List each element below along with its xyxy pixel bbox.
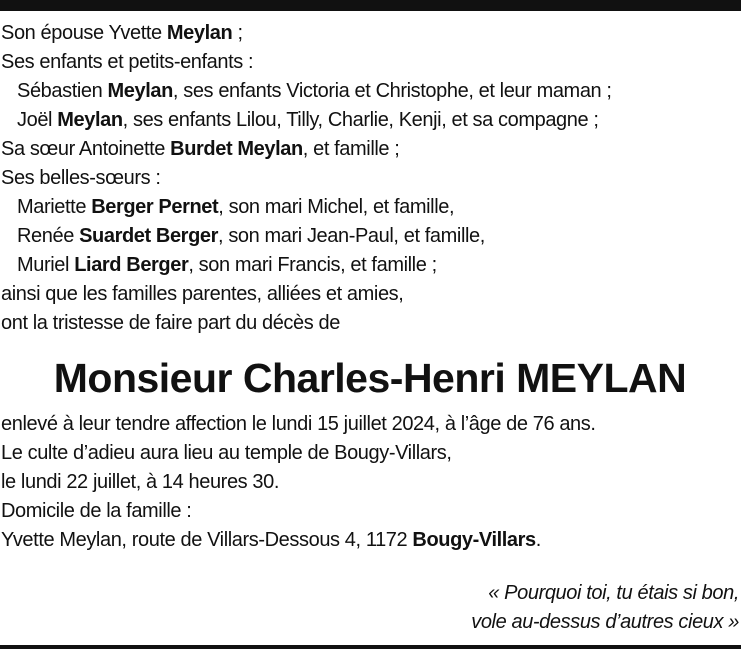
family-line-spouse: Son épouse Yvette Meylan ; <box>1 22 243 44</box>
detail-line-address: Yvette Meylan, route de Villars-Dessous 4, 1172 Bougy-Villars. <box>1 529 541 551</box>
family-line-relatives: ainsi que les familles parentes, alliées et amies, <box>1 283 404 305</box>
family-line-announcement: ont la tristesse de faire part du décès de <box>1 312 340 334</box>
family-line-renee: Renée Suardet Berger, son mari Jean-Paul, et famille, <box>17 225 485 247</box>
death-notice <box>1 19 739 555</box>
family-line-sister: Sa sœur Antoinette Burdet Meylan, et famille ; <box>1 138 400 160</box>
detail-line-death-date: enlevé à leur tendre affection le lundi 15 juillet 2024, à l’âge de 76 ans. <box>1 413 596 435</box>
detail-line-service-place: Le culte d’adieu aura lieu au temple de Bougy-Villars, <box>1 442 452 464</box>
quote-line-1: « Pourquoi toi, tu étais si bon, <box>488 582 739 604</box>
detail-line-domicile-heading: Domicile de la famille : <box>1 500 192 522</box>
family-line-muriel: Muriel Liard Berger, son mari Francis, et famille ; <box>17 254 437 276</box>
family-line-children-heading: Ses enfants et petits-enfants : <box>1 51 254 73</box>
family-line-son-joel: Joël Meylan, ses enfants Lilou, Tilly, Charlie, Kenji, et sa compagne ; <box>17 109 599 131</box>
deceased-name: Monsieur Charles-Henri MEYLAN <box>53 355 687 401</box>
bottom-rule <box>0 645 741 649</box>
quote-line-2: vole au-dessus d’autres cieux » <box>471 611 739 633</box>
family-line-son-sebastien: Sébastien Meylan, ses enfants Victoria et Christophe, et leur maman ; <box>17 80 612 102</box>
family-line-sisters-in-law-heading: Ses belles-sœurs : <box>1 167 161 189</box>
epitaph-quote <box>471 579 739 637</box>
family-line-mariette: Mariette Berger Pernet, son mari Michel, et famille, <box>17 196 455 218</box>
detail-line-service-time: le lundi 22 juillet, à 14 heures 30. <box>1 471 280 493</box>
top-rule <box>0 0 741 11</box>
